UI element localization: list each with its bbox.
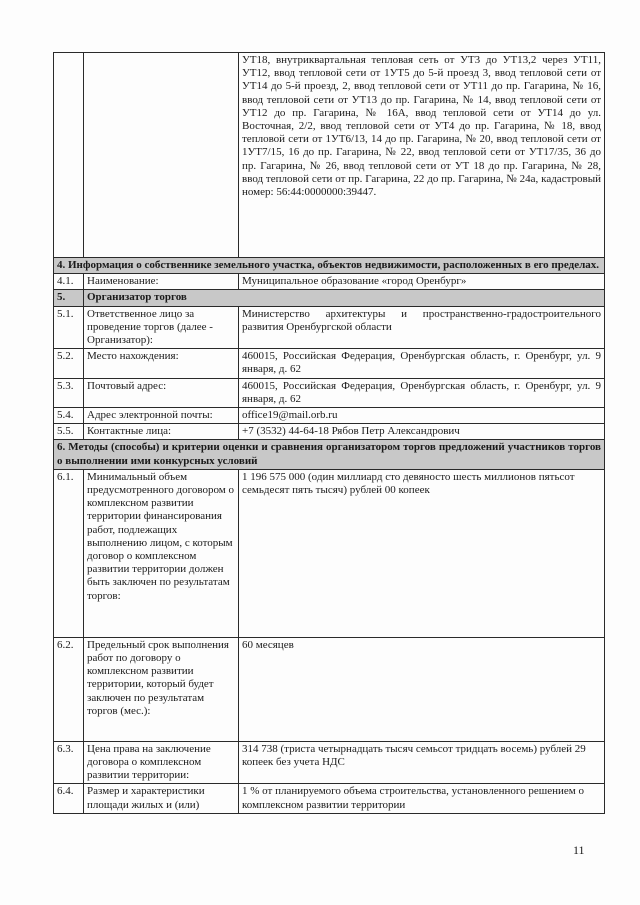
row-number: 5.1. (54, 306, 84, 349)
row-label: Цена права на заключение договора о комплексном развитии территории: (84, 741, 239, 784)
contact-value: +7 (3532) 44-64-18 Рябов Петр Александрович (239, 424, 605, 440)
table-row (54, 637, 605, 741)
row-value: 1 % от планируемого объема строительства, установленного решением о комплексном развитии территории (239, 784, 605, 813)
row-value: Муниципальное образование «город Оренбург» (239, 274, 605, 290)
row-value: 460015, Российская Федерация, Оренбургская область, г. Оренбург, ул. 9 января, д. 62 (239, 349, 605, 378)
row-label: Почтовый адрес: (84, 378, 239, 407)
row-value: 60 месяцев (239, 637, 605, 741)
row-label (84, 53, 239, 258)
table-row (54, 378, 605, 407)
row-number: 6.2. (54, 637, 84, 741)
table-row (54, 306, 605, 349)
row-number: 5.3. (54, 378, 84, 407)
row-label: Адрес электронной почты: (84, 408, 239, 424)
notice-table (53, 52, 605, 814)
table-row (54, 424, 605, 440)
section-6-title: 6. Методы (способы) и критерии оценки и сравнения организатором торгов предложений участников торгов о выполнении ими конкурсных условий (54, 440, 605, 469)
row-label: Ответственное лицо за проведение торгов (далее - Организатор): (84, 306, 239, 349)
section-heading-4 (54, 258, 605, 274)
row-number: 6.1. (54, 469, 84, 637)
row-label: Наименование: (84, 274, 239, 290)
section-heading-6 (54, 440, 605, 469)
row-value: Министерство архитектуры и пространственно-градостроительного развития Оренбургской области (239, 306, 605, 349)
row-number (54, 53, 84, 258)
table-row (54, 349, 605, 378)
row-number: 5.4. (54, 408, 84, 424)
row-label: Размер и характеристики площади жилых и (или) (84, 784, 239, 813)
table-row (54, 408, 605, 424)
row-label: Контактные лица: (84, 424, 239, 440)
row-value: 1 196 575 000 (один миллиард сто девяносто шесть миллионов пятьсот семьдесят пять тысяч) рублей 00 копеек (239, 469, 605, 637)
row-value: 460015, Российская Федерация, Оренбургская область, г. Оренбург, ул. 9 января, д. 62 (239, 378, 605, 407)
section-heading-5 (54, 290, 605, 306)
section-5-number: 5. (54, 290, 84, 306)
row-number: 4.1. (54, 274, 84, 290)
section-5-title: Организатор торгов (84, 290, 605, 306)
row-number: 6.3. (54, 741, 84, 784)
table-row (54, 274, 605, 290)
email-value: office19@mail.orb.ru (239, 408, 605, 424)
continuation-text: УТ18, внутриквартальная тепловая сеть от УТ3 до УТ13,2 через УТ11, УТ12, ввод тепловой сети от 1УТ5 до 5-й проезд 3, ввод тепловой сети от УТ14 до 5-й проезд, 2, ввод тепловой сети от УТ11 до пр. Гагарина, № 16, ввод тепловой сети от УТ13 до пр. Гагарина, № 14, ввод тепловой сети от УТ12 до пр. Гагарина, № 16А, ввод тепловой сети от УТ14 до ул. Восточная, 2/2, ввод тепловой сети от УТ4 до пр. Гагарина, № 18, ввод тепловой сети от 1УТ6/13, 14 до пр. Гагарина, № 20, ввод тепловой сети от 1УТ7/15, 16 до пр. Гагарина, № 22, ввод тепловой сети от УТ17/35, 36 до пр. Гагарина, № 26, ввод тепловой сети от УТ 18 до пр. Гагарина, № 28, ввод тепловой сети от пр. Гагарина, 22 до пр. Гагарина, № 24а, кадастровый номер: 56:44:0000000:39447. (239, 53, 605, 258)
section-4-title: 4. Информация о собственнике земельного участка, объектов недвижимости, расположенных в его пределах. (54, 258, 605, 274)
table-row (54, 469, 605, 637)
row-number: 5.5. (54, 424, 84, 440)
page-number: 11 (573, 843, 585, 857)
table-row (54, 784, 605, 813)
row-label: Предельный срок выполнения работ по договору о комплексном развитии территории, который будет заключен по результатам торгов (мес.): (84, 637, 239, 741)
table-row (54, 53, 605, 258)
row-number: 5.2. (54, 349, 84, 378)
row-number: 6.4. (54, 784, 84, 813)
row-label: Место нахождения: (84, 349, 239, 378)
table-row (54, 741, 605, 784)
row-value: 314 738 (триста четырнадцать тысяч семьсот тридцать восемь) рублей 29 копеек без учета НДС (239, 741, 605, 784)
row-label: Минимальный объем предусмотренного договором о комплексном развитии территории финансирования работ, подлежащих выполнению лицом, с которым договор о комплексном развитии территории должен быть заключен по результатам торгов: (84, 469, 239, 637)
